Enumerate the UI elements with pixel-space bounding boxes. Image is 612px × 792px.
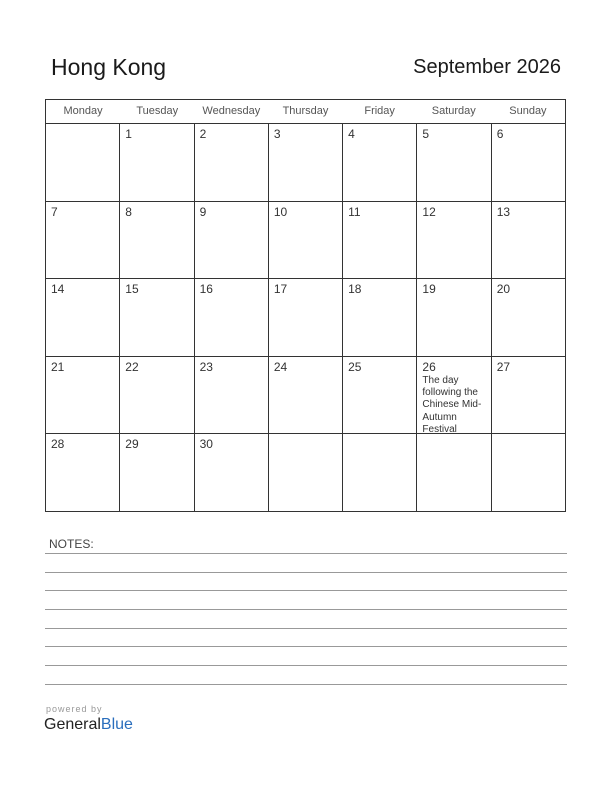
day-cell <box>195 434 269 512</box>
day-cell <box>417 434 491 512</box>
week-row-2 <box>46 202 565 280</box>
notes-label: NOTES: <box>49 537 94 551</box>
weekday-tuesday: Tuesday <box>136 105 179 117</box>
day-cell <box>343 357 417 434</box>
day-number: 19 <box>422 282 436 297</box>
day-cell <box>417 202 491 279</box>
note-line <box>45 628 567 629</box>
day-cell <box>343 434 417 512</box>
day-cell <box>269 202 343 279</box>
day-cell <box>46 434 120 512</box>
day-number: 8 <box>125 204 132 219</box>
day-number: 21 <box>51 359 65 374</box>
day-cell-holiday <box>417 357 491 434</box>
note-line <box>45 609 567 610</box>
note-line <box>45 684 567 685</box>
note-line <box>45 646 567 647</box>
day-cell <box>269 124 343 201</box>
day-number: 14 <box>51 282 65 297</box>
weekday-friday: Friday <box>364 105 395 117</box>
day-cell <box>417 279 491 356</box>
note-line <box>45 572 567 573</box>
powered-by-text: powered by <box>46 704 103 714</box>
day-number: 24 <box>273 359 288 374</box>
week-row-5 <box>46 434 565 512</box>
day-number: 17 <box>273 282 288 297</box>
country-title: Hong Kong <box>51 54 167 80</box>
week-row-1 <box>46 124 565 202</box>
day-cell <box>195 279 269 356</box>
weekday-thursday: Thursday <box>282 105 329 117</box>
day-cell <box>120 279 194 356</box>
day-cell <box>492 434 565 512</box>
day-cell <box>343 124 417 201</box>
day-number: 23 <box>199 359 213 374</box>
day-number: 2 <box>199 127 207 141</box>
day-cell <box>195 124 269 201</box>
day-cell <box>120 124 194 201</box>
day-cell <box>46 124 120 201</box>
day-cell <box>195 202 269 279</box>
day-number: 6 <box>496 127 504 141</box>
day-cell <box>120 357 194 434</box>
day-number: 7 <box>51 204 58 219</box>
day-number: 11 <box>348 204 361 219</box>
day-number: 13 <box>496 204 511 219</box>
day-number: 9 <box>199 204 207 219</box>
day-cell <box>417 124 491 201</box>
day-cell <box>269 357 343 434</box>
day-cell <box>46 279 120 356</box>
brand-blue-text: Blue <box>100 716 133 733</box>
day-number: 30 <box>199 437 213 452</box>
day-cell <box>343 279 417 356</box>
day-number: 26 <box>422 359 436 374</box>
weekday-monday: Monday <box>63 105 103 117</box>
holiday-label: The day following the Chinese Mid-Autumn Festival <box>422 374 482 434</box>
day-number: 5 <box>422 127 430 141</box>
day-cell <box>492 357 565 434</box>
calendar-grid <box>45 99 566 512</box>
day-cell <box>46 357 120 434</box>
day-cell <box>269 434 343 512</box>
day-cell <box>492 279 565 356</box>
weekday-saturday: Saturday <box>431 105 476 117</box>
day-cell <box>120 202 194 279</box>
weekday-wednesday: Wednesday <box>202 105 261 117</box>
brand-general-text: General <box>44 716 101 733</box>
day-number: 29 <box>125 437 139 452</box>
day-number: 18 <box>348 282 362 297</box>
week-row-4 <box>46 357 565 435</box>
day-number: 16 <box>199 282 213 297</box>
day-number: 3 <box>273 127 281 141</box>
day-cell <box>343 202 417 279</box>
day-number: 28 <box>51 437 65 452</box>
weekday-sunday: Sunday <box>509 105 547 117</box>
day-number: 12 <box>422 204 436 219</box>
month-title: September 2026 <box>413 56 561 78</box>
day-number: 20 <box>496 282 511 297</box>
note-line <box>45 553 567 554</box>
week-row-3 <box>46 279 565 357</box>
day-cell <box>120 434 194 512</box>
day-cell <box>492 202 565 279</box>
day-cell <box>492 124 565 201</box>
day-number: 1 <box>125 127 132 141</box>
day-cell <box>195 357 269 434</box>
generalblue-logo <box>44 716 133 734</box>
weekday-header-row <box>46 100 565 124</box>
day-cell <box>269 279 343 356</box>
day-number: 10 <box>273 204 288 219</box>
day-cell <box>46 202 120 279</box>
day-number: 15 <box>125 282 139 297</box>
note-line <box>45 665 567 666</box>
day-number: 25 <box>348 359 362 374</box>
day-number: 27 <box>496 359 511 374</box>
note-line <box>45 590 567 591</box>
day-number: 22 <box>125 359 139 374</box>
day-number: 4 <box>348 127 355 141</box>
